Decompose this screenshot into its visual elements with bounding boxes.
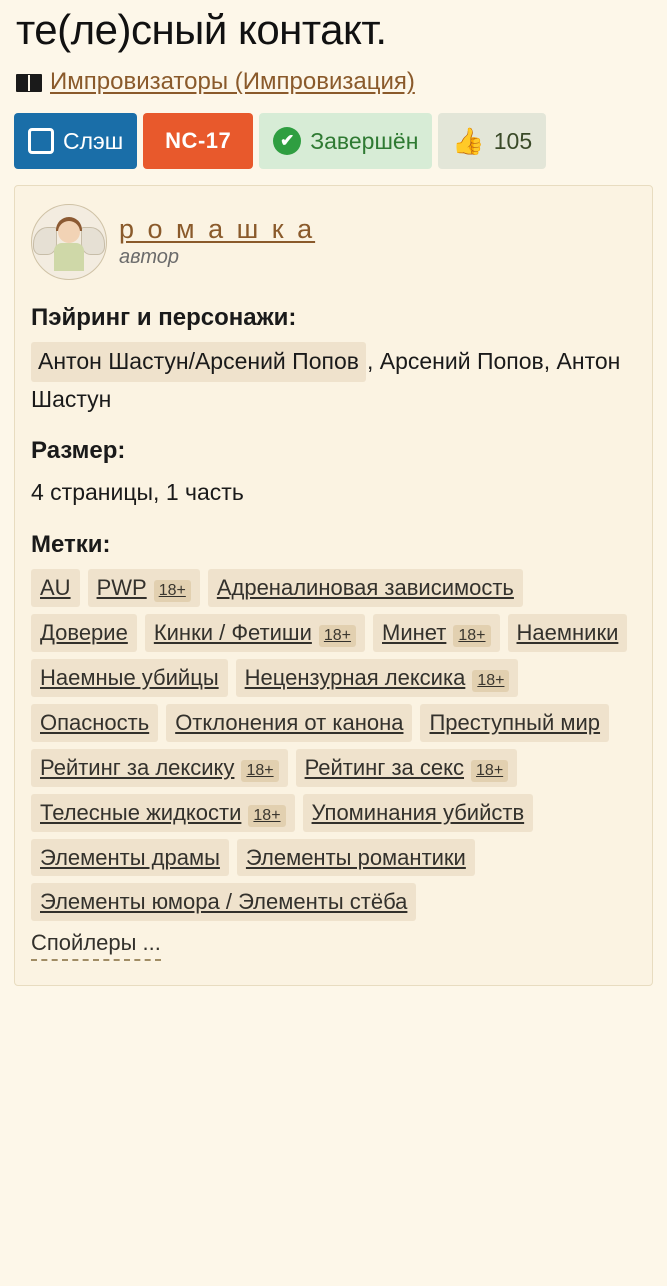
tag-item[interactable] (237, 839, 475, 877)
status-label: Завершён (310, 127, 419, 154)
tag-list (31, 569, 636, 921)
category-label: Слэш (63, 127, 124, 154)
tag-item[interactable] (31, 883, 416, 921)
tag-label: Элементы романтики (245, 844, 466, 870)
author-role: автор (119, 246, 180, 269)
square-icon (28, 128, 54, 154)
age-restriction-badge: 18+ (472, 670, 509, 692)
pairing-heading: Пэйринг и персонажи: (31, 304, 297, 332)
tag-label: Телесные жидкости (40, 799, 242, 825)
age-restriction-badge: 18+ (471, 760, 508, 782)
status-badge[interactable] (259, 113, 432, 169)
age-restriction-badge: 18+ (241, 760, 278, 782)
work-page (0, 6, 667, 986)
author-link[interactable]: р о м а ш к а (119, 213, 316, 244)
tag-label: Рейтинг за секс (304, 754, 465, 780)
age-restriction-badge: 18+ (248, 805, 285, 827)
tag-item[interactable] (420, 704, 609, 742)
tag-item[interactable] (88, 569, 200, 607)
tag-item[interactable] (373, 614, 500, 652)
age-restriction-badge: 18+ (453, 625, 490, 647)
size-heading: Размер: (31, 437, 126, 465)
tag-label: Элементы драмы (40, 844, 220, 870)
likes-badge[interactable] (438, 113, 546, 169)
age-restriction-badge: 18+ (154, 580, 191, 602)
pairing-value (31, 342, 636, 417)
age-restriction-badge: 18+ (319, 625, 356, 647)
tag-item[interactable] (208, 569, 523, 607)
tag-label: Рейтинг за лексику (40, 754, 235, 780)
tag-label: Элементы юмора / Элементы стёба (40, 889, 408, 915)
book-icon (16, 72, 42, 94)
rating-badge[interactable]: NC-17 (143, 113, 253, 169)
tag-item[interactable] (166, 704, 412, 742)
thumbs-up-icon: 👍 (452, 126, 485, 157)
tag-label: Минет (382, 620, 447, 646)
tag-item[interactable] (31, 614, 137, 652)
pairing-chip[interactable]: Антон Шастун/Арсений Попов (31, 342, 366, 382)
tag-label: Опасность (40, 710, 150, 736)
page-title: те(ле)сный контакт. (16, 6, 387, 53)
tag-label: PWP (96, 575, 147, 601)
tag-label: Отклонения от канона (175, 710, 404, 736)
tag-item[interactable] (31, 569, 80, 607)
tag-item[interactable] (145, 614, 365, 652)
tag-label: Упоминания убийств (311, 799, 525, 825)
size-value: 4 страницы, 1 часть (31, 479, 244, 506)
tag-label: AU (40, 575, 71, 601)
tag-label: Доверие (40, 620, 128, 646)
tag-item[interactable] (296, 749, 518, 787)
tag-label: Кинки / Фетиши (153, 620, 312, 646)
tag-label: Преступный мир (429, 710, 601, 736)
tag-item[interactable] (31, 794, 295, 832)
tag-label: Наемные убийцы (40, 665, 219, 691)
tag-item[interactable] (31, 659, 228, 697)
tag-item[interactable] (508, 614, 628, 652)
tag-label: Наемники (516, 620, 619, 646)
tag-item[interactable] (31, 704, 158, 742)
work-info-card (14, 185, 653, 985)
avatar[interactable] (31, 204, 107, 280)
tag-item[interactable] (31, 749, 288, 787)
tag-label: Адреналиновая зависимость (216, 575, 514, 601)
tags-heading: Метки: (31, 531, 111, 559)
badge-row (14, 113, 653, 169)
check-circle-icon: ✔ (273, 127, 301, 155)
spoiler-toggle[interactable]: Спойлеры ... (31, 930, 161, 961)
fandom-link[interactable]: Импровизаторы (Импровизация) (50, 68, 415, 96)
author-row (31, 204, 636, 280)
category-badge[interactable] (14, 113, 137, 169)
tag-item[interactable] (303, 794, 534, 832)
tag-item[interactable] (236, 659, 519, 697)
pairing-rest: , Арсений Попов, Антон Шастун (31, 348, 621, 412)
tag-item[interactable] (31, 839, 229, 877)
tag-label: Нецензурная лексика (244, 665, 466, 691)
likes-count: 105 (493, 127, 533, 154)
fandom-row (16, 68, 653, 97)
